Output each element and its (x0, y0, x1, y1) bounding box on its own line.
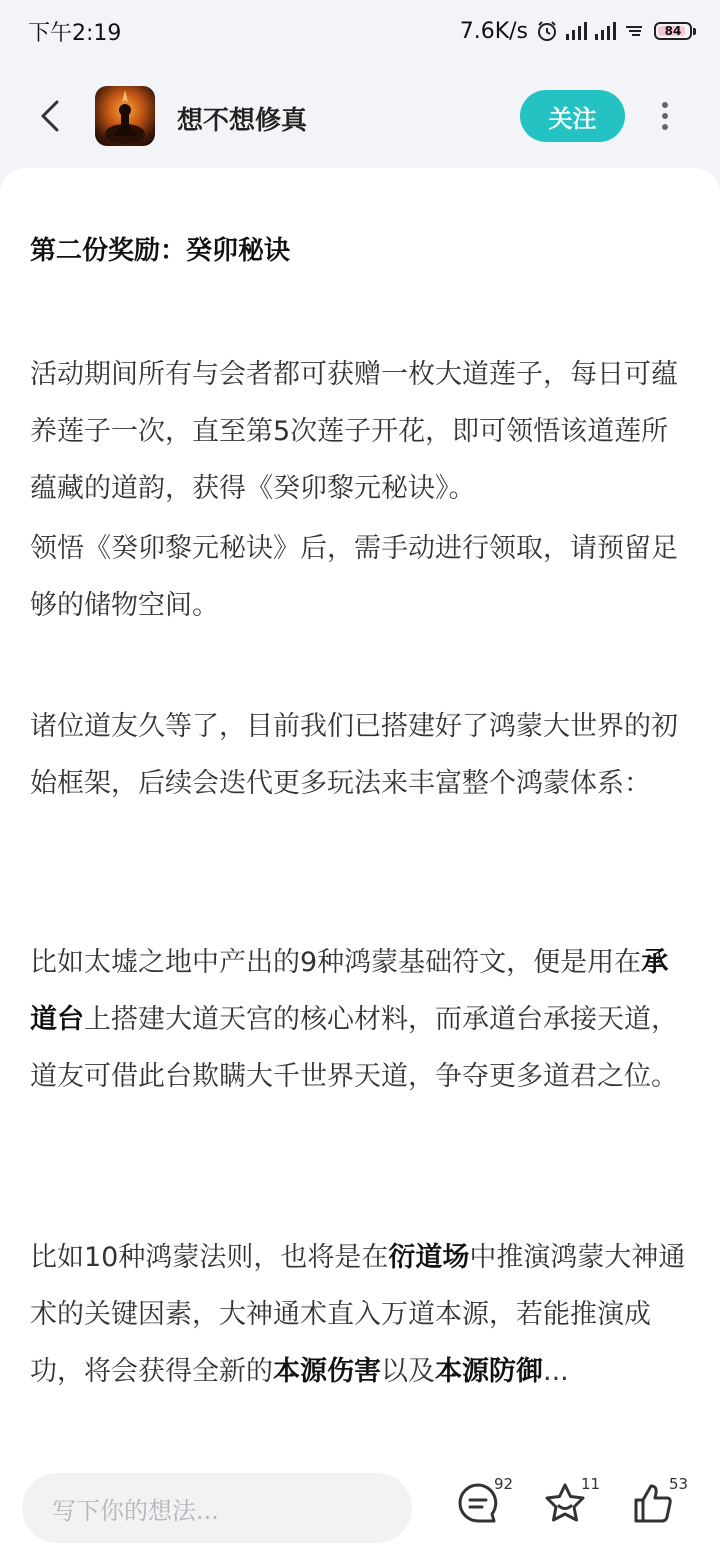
favorite-count: 11 (581, 1475, 601, 1493)
status-bar (0, 0, 720, 62)
favorite-button[interactable] (543, 1475, 601, 1533)
paragraph-1: 活动期间所有与会者都可获赠一枚大道莲子，每日可蕴养莲子一次，直至第5次莲子开花，即可领悟该道莲所蕴藏的道韵，获得《癸卯黎元秘诀》。 (30, 359, 678, 504)
comment-button[interactable] (456, 1475, 514, 1533)
avatar[interactable] (95, 86, 155, 146)
paragraph-5: 比如10种鸿蒙法则，也将是在衍道场中推演鸿蒙大神通术的关键因素，大神通术直入万道本源，若能推演成功，将会获得全新的本源伤害以及本源防御... (30, 1242, 686, 1387)
like-button[interactable] (631, 1475, 689, 1533)
more-vertical-icon[interactable] (650, 98, 680, 134)
battery-level: 84 (664, 24, 682, 38)
highlight-chengdaotai: 承道台 (30, 947, 669, 1035)
comment-input[interactable]: 写下你的想法... (22, 1473, 412, 1543)
paragraph-3: 诸位道友久等了，目前我们已搭建好了鸿蒙大世界的初始框架，后续会迭代更多玩法来丰富整个鸿蒙体系： (30, 711, 678, 799)
signal-icon (566, 22, 587, 40)
chevron-left-icon[interactable] (34, 96, 66, 136)
like-count: 53 (669, 1475, 689, 1493)
signal-icon-2 (595, 22, 616, 40)
app-header (0, 62, 720, 170)
highlight-yandaochang: 衍道场 (388, 1242, 470, 1273)
status-time: 下午2:19 (28, 20, 122, 46)
battery-icon (654, 22, 692, 40)
wifi-icon (624, 21, 646, 41)
status-right (460, 19, 692, 44)
paragraph-4: 比如太墟之地中产出的9种鸿蒙基础符文，便是用在承道台上搭建大道天宫的核心材料，而承道台承接天道，道友可借此台欺瞒大千世界天道，争夺更多道君之位。 (30, 947, 678, 1092)
follow-button[interactable]: 关注 (520, 90, 625, 142)
paragraph-2: 领悟《癸卯黎元秘诀》后，需手动进行领取，请预留足够的储物空间。 (30, 533, 678, 621)
article-heading: 第二份奖励：癸卯秘诀 (30, 236, 291, 266)
content-card (0, 168, 720, 1453)
net-speed: 7.6K/s (459, 18, 528, 44)
highlight-benyuan-fangyu: 本源防御 (435, 1356, 543, 1387)
page-title: 想不想修真 (177, 106, 308, 136)
highlight-benyuan-shanghai: 本源伤害 (273, 1356, 381, 1387)
alarm-icon (536, 20, 558, 42)
comment-count: 92 (494, 1475, 514, 1493)
bottom-action-bar (0, 1453, 720, 1560)
